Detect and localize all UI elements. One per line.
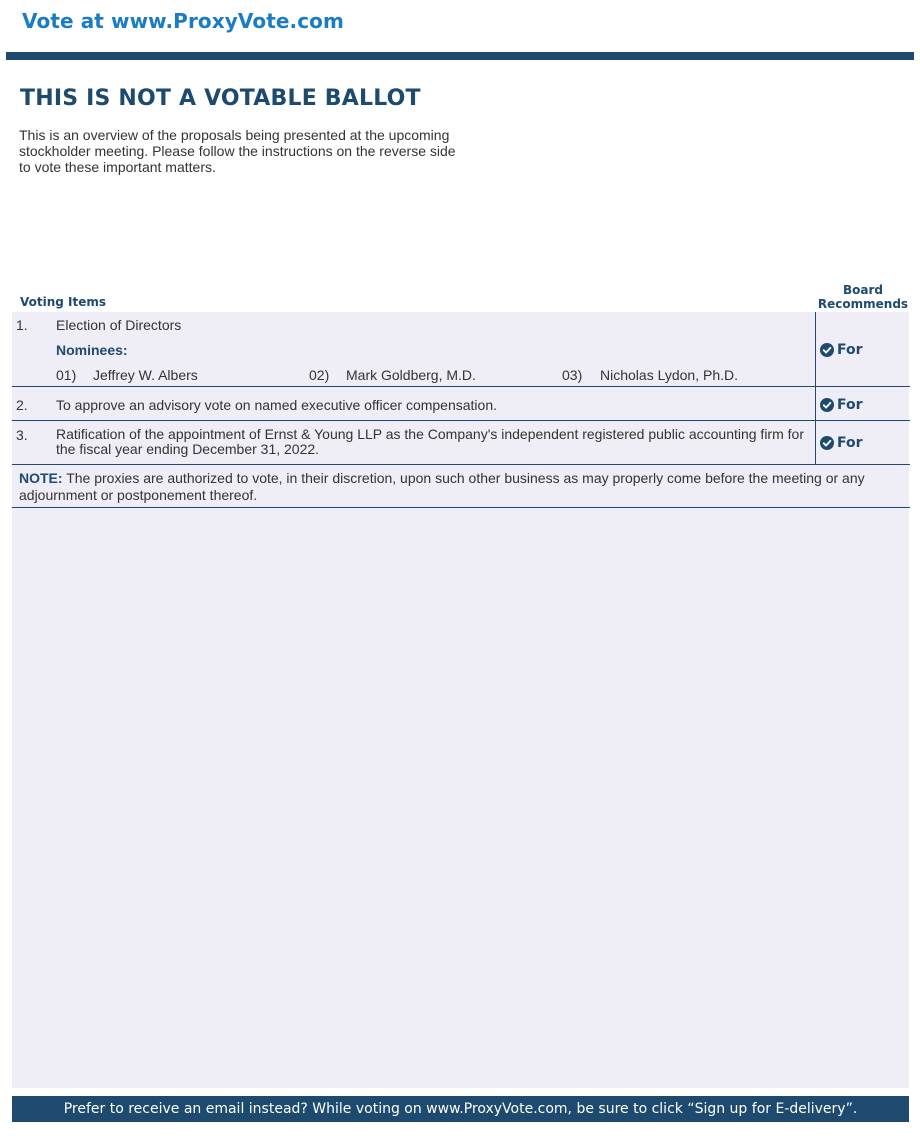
item-1-recommendation-label: For xyxy=(837,342,863,358)
intro-text: This is an overview of the proposals being presented at the upcoming stockholder meeting. Please follow the instructions on the reverse side to vote these important matters. xyxy=(19,127,456,175)
item-3-recommendation xyxy=(820,435,863,451)
item-2-number: 2. xyxy=(16,397,28,413)
row-divider xyxy=(12,507,910,508)
header-rule xyxy=(6,52,914,60)
nominees-label: Nominees: xyxy=(56,342,128,358)
check-circle-icon xyxy=(820,398,834,412)
nominee-3-name: Nicholas Lydon, Ph.D. xyxy=(600,367,738,383)
item-1-recommendation xyxy=(820,342,863,358)
item-2-recommendation-label: For xyxy=(837,397,863,413)
page-title: THIS IS NOT A VOTABLE BALLOT xyxy=(20,86,421,111)
nominee-1-name: Jeffrey W. Albers xyxy=(93,367,198,383)
item-3-number: 3. xyxy=(16,427,28,443)
item-2-text: To approve an advisory vote on named executive officer compensation. xyxy=(56,397,497,413)
voting-items-header: Voting Items xyxy=(20,295,107,309)
row-divider xyxy=(12,386,910,387)
item-2-recommendation xyxy=(820,397,863,413)
proxyvote-link[interactable]: Vote at www.ProxyVote.com xyxy=(22,9,344,33)
nominee-2-name: Mark Goldberg, M.D. xyxy=(346,367,476,383)
board-recommends-header: Board Recommends xyxy=(817,283,909,311)
check-circle-icon xyxy=(820,343,834,357)
item-3-recommendation-label: For xyxy=(837,435,863,451)
nominee-3-number: 03) xyxy=(562,367,583,383)
column-divider xyxy=(815,312,816,465)
nominee-2-number: 02) xyxy=(309,367,330,383)
item-3-text: Ratification of the appointment of Ernst & Young LLP as the Company's independent registered public accounting firm for the fiscal year ending December 31, 2022. xyxy=(56,426,804,457)
row-divider xyxy=(12,420,910,421)
item-1-number: 1. xyxy=(16,317,28,333)
nominee-1-number: 01) xyxy=(56,367,77,383)
footer-banner: Prefer to receive an email instead? While voting on www.ProxyVote.com, be sure to click “Sign up for E-delivery”. xyxy=(12,1096,909,1122)
check-circle-icon xyxy=(820,436,834,450)
note-text: The proxies are authorized to vote, in their discretion, upon such other business as may properly come before the meeting or any adjournment or postponement thereof. xyxy=(19,470,865,503)
note-label: NOTE: xyxy=(19,470,63,486)
row-divider xyxy=(12,464,910,465)
item-1-text: Election of Directors xyxy=(56,317,182,333)
note-paragraph xyxy=(19,470,909,504)
